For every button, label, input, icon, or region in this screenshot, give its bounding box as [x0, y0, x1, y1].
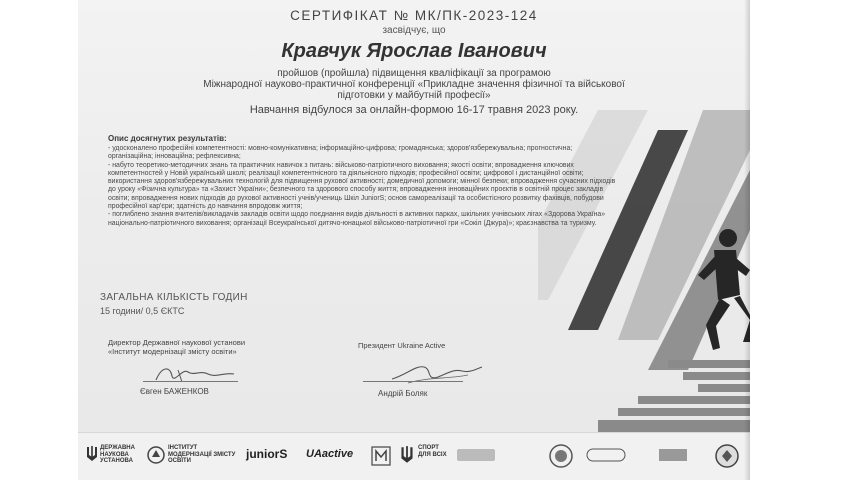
ministry-emblem-icon — [370, 445, 392, 467]
program-line-3: підготовки у майбутній професії» — [337, 90, 491, 101]
training-dates: Навчання відбулося за онлайн-формою 16-17 травня 2023 року. — [249, 104, 579, 116]
logo-uaactive: UAactive — [306, 448, 354, 460]
certificate-title: СЕРТИФІКАТ № МК/ПК-2023-124 — [290, 8, 538, 23]
director-title-line-1: Директор Державної наукової установи — [108, 338, 246, 347]
attests-text: засвідчує, що — [382, 25, 446, 36]
director-title — [108, 338, 245, 356]
result-item: - поглиблено знання вчителів/викладачів закладів освіти щодо поєднання видів діяльності в активних парках, шкільних учнівських лігах «Здорова Україна» національно-патріотичного виховання; організації Всеукраїнської дитячо-юнацької військово-патріотичної гри «Сокіл (Джура)»; краєзнавства та туризму. — [108, 211, 606, 227]
director-signature — [148, 362, 238, 386]
results-list — [108, 145, 618, 228]
certificate-paper — [78, 0, 750, 480]
hours-value: 15 години/ 0,5 ЄКТС — [100, 306, 185, 316]
program-line-2: Міжнародної науково-практичної конференції «Прикладне значення фізичної та військової — [203, 79, 625, 90]
president-signature-line — [363, 381, 463, 382]
president-title: Президент Ukraine Active — [358, 341, 446, 350]
trident-icon — [400, 445, 414, 465]
director-title-line-2: «Інститут модернізації змісту освіти» — [108, 347, 237, 356]
result-item: - удосконалено професійні компетентності: мовно-комунікативна; інформаційно-цифрова; громадянська; здоров'язбережувальна; прогностична; організаційна; інноваційна; рефлексивна; — [108, 145, 573, 161]
trident-icon — [86, 445, 98, 463]
recipient-name: Кравчук Ярослав Іванович — [281, 40, 547, 62]
logo-imzo: ІНСТИТУТ МОДЕРНІЗАЦІЇ ЗМІСТУ ОСВІТИ — [168, 445, 236, 464]
partner-logo-icon — [586, 447, 626, 463]
partner-logos — [78, 432, 750, 480]
round-emblem-icon — [714, 443, 740, 469]
director-signature-line — [143, 381, 238, 382]
logo-sport-for-all: СПОРТ ДЛЯ ВСІХ — [418, 445, 447, 458]
director-name: Євген БАЖЕНКОВ — [140, 387, 209, 396]
partner-logo-icon — [658, 447, 688, 463]
logo-state-institution: ДЕРЖАВНА НАУКОВА УСТАНОВА — [100, 445, 135, 464]
program-line-1: пройшов (пройшла) підвищення кваліфікації за програмою — [277, 68, 551, 79]
partner-logo-icon — [456, 445, 496, 465]
results-title: Опис досягнутих результатів: — [108, 134, 227, 143]
hours-title: ЗАГАЛЬНА КІЛЬКІСТЬ ГОДИН — [100, 292, 248, 303]
logo-juniors: juniorS — [246, 447, 288, 461]
result-item: - набуто теоретико-методичних знань та практичних навичок з питань: військово-патріотичного виховання; якості освіти; впровадження ключових компетентностей у Новій українській школі; реалізації компетентнісного та діяльнісного підходів; професійної освіти; цифрової і дистанційної освіти; використання здоров'язбережувальних технологій для підвищення рухової активності; домедичної допомоги; мінної безпеки; впровадження сучасних підходів до уроку «Фізична культура» та «Захист України»; безпечного та здорового способу життя; впровадження інноваційних проєктів в освітній процес закладів освіти; впровадження нових підходів до рухової активності учнів/учениць Шкіл JuniorS; основ самореалізації та особистісного розвитку фахівців, побудови професійної кар'єри; здатність до навчання впродовж життя; — [108, 161, 616, 211]
imzo-emblem-icon — [146, 445, 166, 465]
president-name: Андрій Боляк — [378, 389, 428, 398]
round-emblem-icon — [548, 443, 574, 469]
president-signature — [388, 359, 483, 387]
